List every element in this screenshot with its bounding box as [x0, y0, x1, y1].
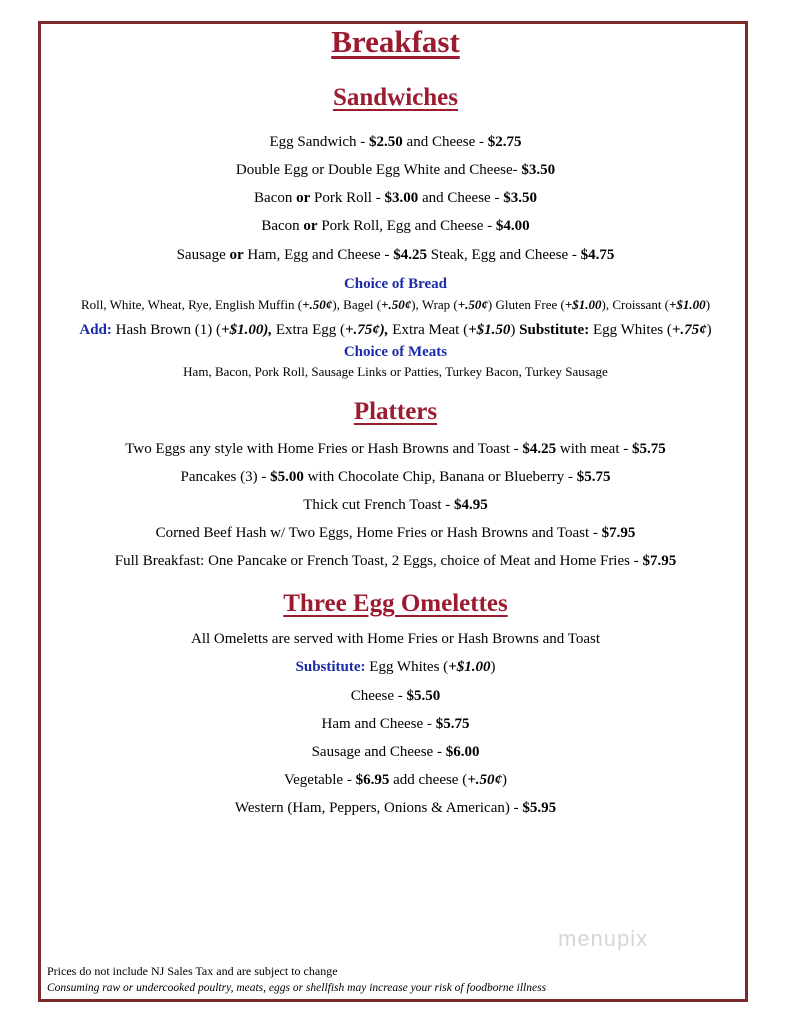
- menu-item: Sausage or Ham, Egg and Cheese - $4.25 Steak, Egg and Cheese - $4.75: [176, 247, 615, 263]
- add-options: Add: Hash Brown (1) (+$1.00), Extra Egg (+.75¢), Extra Meat (+$1.50) Substitute: Egg Whites (+.75¢): [79, 322, 712, 338]
- menu-item: Ham and Cheese - $5.75: [321, 716, 470, 732]
- menu-item: Egg Sandwich - $2.50 and Cheese - $2.75: [269, 134, 522, 150]
- sandwiches-heading: Sandwiches: [332, 84, 459, 111]
- menu-item: Pancakes (3) - $5.00 with Chocolate Chip, Banana or Blueberry - $5.75: [180, 469, 611, 485]
- menu-title: Breakfast: [331, 24, 460, 59]
- omelettes-heading: Three Egg Omelettes: [283, 590, 508, 617]
- meats-heading: Choice of Meats: [343, 344, 448, 360]
- bread-options: Roll, White, Wheat, Rye, English Muffin (+.50¢), Bagel (+.50¢), Wrap (+.50¢) Gluten Free (+$1.00), Croissant (+$1.00): [80, 297, 711, 312]
- menu-item: Two Eggs any style with Home Fries or Hash Browns and Toast - $4.25 with meat - $5.75: [125, 441, 666, 457]
- menu-item: Cheese - $5.50: [350, 688, 441, 704]
- menu-item: Thick cut French Toast - $4.95: [303, 497, 488, 513]
- menu-item: Vegetable - $6.95 add cheese (+.50¢): [283, 772, 508, 788]
- omelettes-intro: All Omeletts are served with Home Fries or Hash Browns and Toast: [190, 631, 600, 647]
- menu-item: Full Breakfast: One Pancake or French Toast, 2 Eggs, choice of Meat and Home Fries - $7.95: [114, 553, 677, 569]
- health-warning: Consuming raw or undercooked poultry, meats, eggs or shellfish may increase your risk of foodborne illness: [47, 982, 547, 994]
- bread-heading: Choice of Bread: [343, 276, 448, 292]
- watermark-logo: menupix: [558, 926, 649, 951]
- platters-heading: Platters: [353, 398, 438, 425]
- menu-item: Bacon or Pork Roll, Egg and Cheese - $4.00: [261, 218, 530, 234]
- omelettes-substitute: Substitute: Egg Whites (+$1.00): [295, 659, 496, 675]
- meats-options: Ham, Bacon, Pork Roll, Sausage Links or Patties, Turkey Bacon, Turkey Sausage: [183, 364, 608, 379]
- menu-item: Western (Ham, Peppers, Onions & American) - $5.95: [234, 800, 557, 816]
- tax-notice: Prices do not include NJ Sales Tax and are subject to change: [47, 964, 338, 978]
- menu-item: Double Egg or Double Egg White and Cheese- $3.50: [235, 162, 556, 178]
- menu-item: Corned Beef Hash w/ Two Eggs, Home Fries or Hash Browns and Toast - $7.95: [155, 525, 636, 541]
- menu-item: Sausage and Cheese - $6.00: [311, 744, 480, 760]
- menu-item: Bacon or Pork Roll - $3.00 and Cheese - $3.50: [254, 190, 537, 206]
